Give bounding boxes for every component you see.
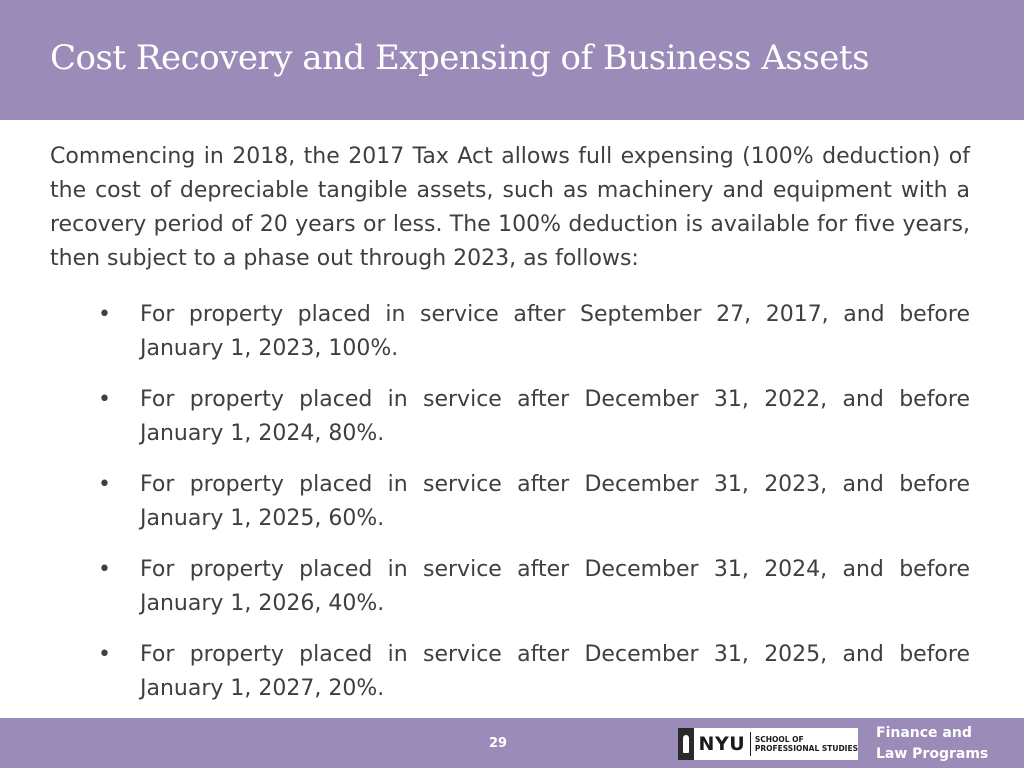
slide-title: Cost Recovery and Expensing of Business Assets: [50, 38, 870, 78]
bullet-item: [50, 638, 970, 706]
logo-school-line2: PROFESSIONAL STUDIES: [754, 744, 858, 753]
nyu-sps-logo: [678, 728, 858, 760]
logo-school-line1: SCHOOL OF: [754, 735, 804, 744]
intro-paragraph: Commencing in 2018, the 2017 Tax Act allows full expensing (100% deduction) of the cost of depreciable tangible assets, such as machinery and equipment with a recovery period of 20 years or less. The 100% deduction is available for five years, then subject to a phase out through 2023, as follows:: [50, 144, 970, 271]
slide-content: [50, 140, 970, 723]
bullet-text: For property placed in service after December 31, 2023, and before January 1, 2025, 60%.: [140, 472, 970, 531]
bullet-text: For property placed in service after September 27, 2017, and before January 1, 2023, 100%.: [140, 302, 970, 361]
bullet-icon: •: [98, 472, 111, 497]
page-number: 29: [488, 736, 508, 751]
program-line1: Finance and: [876, 725, 972, 741]
program-line2: Law Programs: [876, 746, 989, 762]
bullet-text: For property placed in service after December 31, 2024, and before January 1, 2026, 40%.: [140, 557, 970, 616]
bullet-item: [50, 468, 970, 536]
bullet-item: [50, 553, 970, 621]
bullet-item: [50, 298, 970, 366]
logo-nyu-text: NYU: [698, 733, 746, 755]
program-label: [876, 723, 988, 765]
footer-bar: [0, 718, 1024, 768]
logo-school-text: [751, 735, 858, 753]
title-bar: [0, 0, 1024, 120]
bullet-item: [50, 383, 970, 451]
bullet-icon: •: [98, 387, 111, 412]
bullet-list: [50, 298, 970, 706]
bullet-icon: •: [98, 557, 111, 582]
bullet-icon: •: [98, 302, 111, 327]
bullet-icon: •: [98, 642, 111, 667]
bullet-text: For property placed in service after December 31, 2025, and before January 1, 2027, 20%.: [140, 642, 970, 701]
bullet-text: For property placed in service after December 31, 2022, and before January 1, 2024, 80%.: [140, 387, 970, 446]
torch-icon: [678, 728, 694, 760]
